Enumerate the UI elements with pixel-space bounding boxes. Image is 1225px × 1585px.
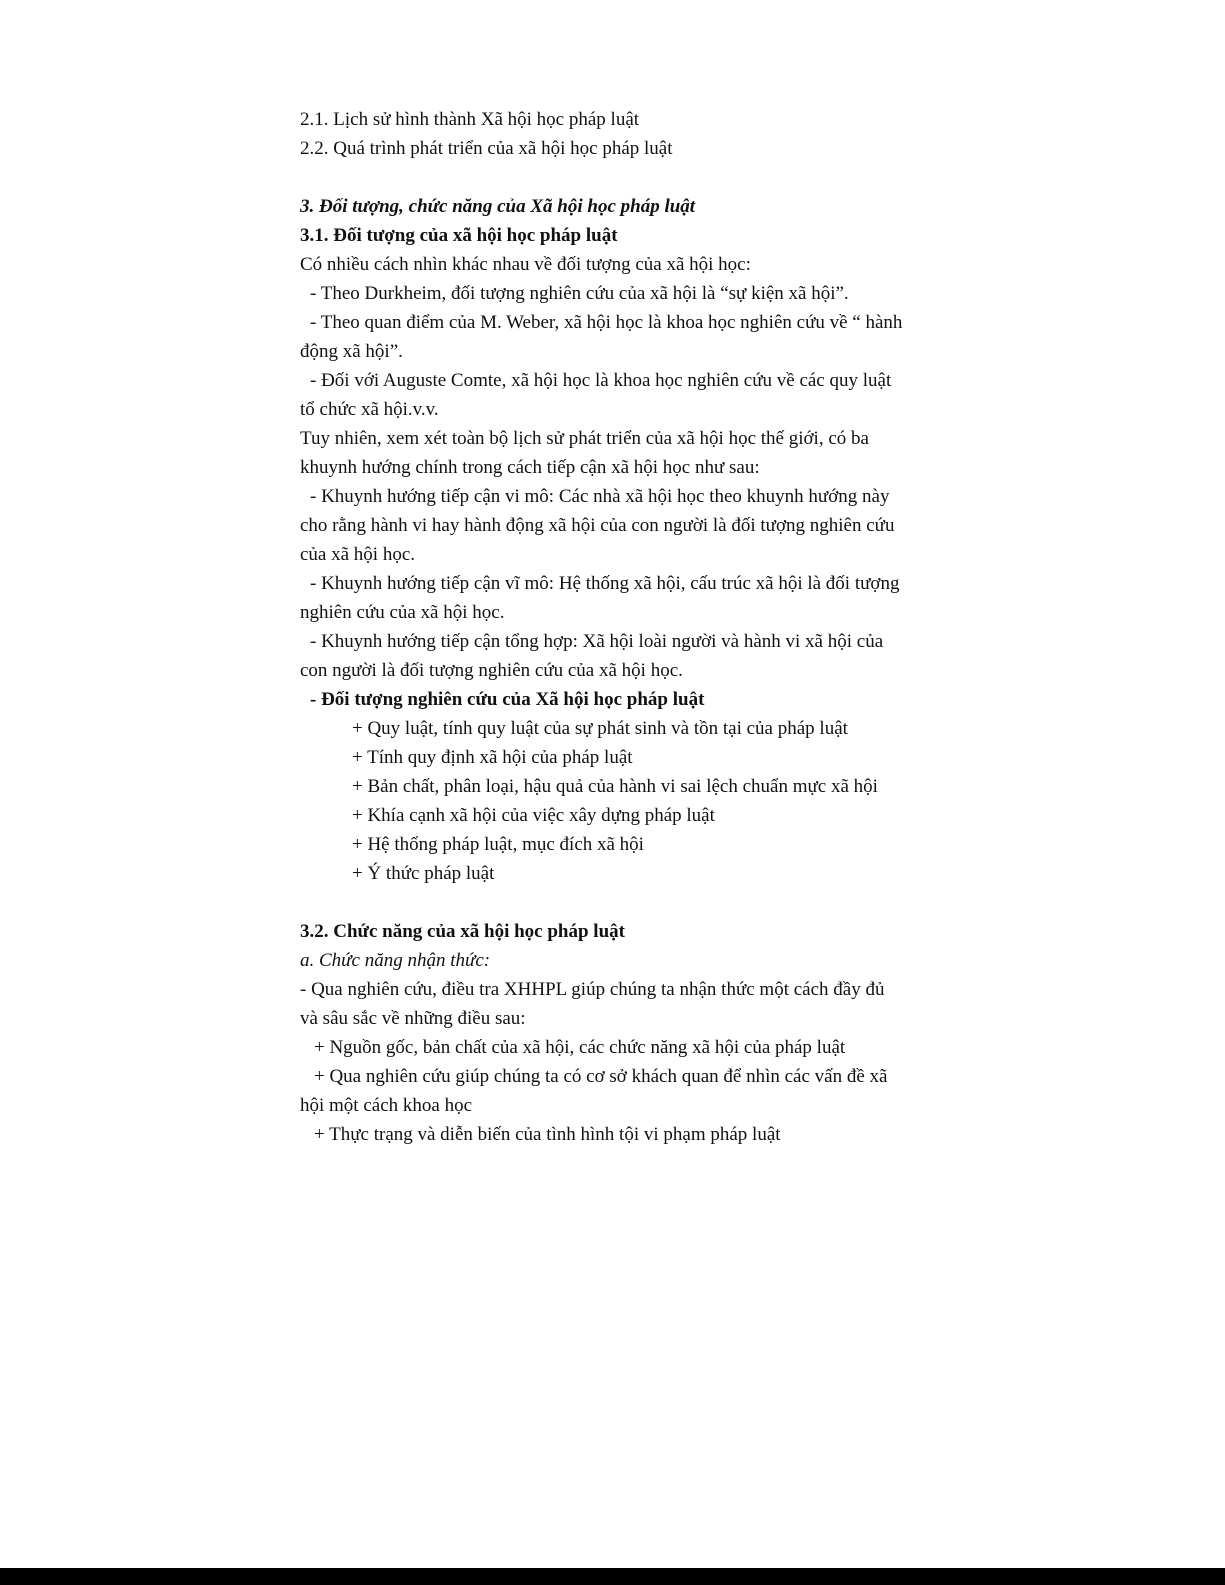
spacer [300,163,925,192]
list-item: + Khía cạnh xã hội của việc xây dựng pháp luật [352,805,715,826]
subsection-3-2-heading: 3.2. Chức năng của xã hội học pháp luật [300,921,625,942]
function-a-heading: a. Chức năng nhận thức: [300,950,491,971]
paragraph-line: Tuy nhiên, xem xét toàn bộ lịch sử phát triển của xã hội học thế giới, có ba [300,428,869,449]
page-bottom-border [0,1568,1225,1585]
paragraph-line: động xã hội”. [300,341,403,362]
paragraph-line: và sâu sắc về những điều sau: [300,1008,526,1029]
subsection-3-1-heading: 3.1. Đối tượng của xã hội học pháp luật [300,225,618,246]
list-item: + Bản chất, phân loại, hậu quả của hành vi sai lệch chuẩn mực xã hội [352,776,878,797]
subsection-2-1: 2.1. Lịch sử hình thành Xã hội học pháp luật [300,109,640,130]
paragraph-line: nghiên cứu của xã hội học. [300,602,505,623]
list-item: + Tính quy định xã hội của pháp luật [352,747,633,768]
paragraph-line: Có nhiều cách nhìn khác nhau về đối tượng của xã hội học: [300,254,751,275]
subsection-2-2: 2.2. Quá trình phát triển của xã hội học pháp luật [300,138,673,159]
bullet-durkheim: - Theo Durkheim, đối tượng nghiên cứu của xã hội là “sự kiện xã hội”. [310,283,849,304]
paragraph-line: của xã hội học. [300,544,416,565]
spacer [300,888,925,917]
list-item: + Quy luật, tính quy luật của sự phát sinh và tồn tại của pháp luật [352,718,848,739]
list-item: + Qua nghiên cứu giúp chúng ta có cơ sở khách quan để nhìn các vấn đề xã [314,1066,888,1087]
paragraph-line: - Qua nghiên cứu, điều tra XHHPL giúp chúng ta nhận thức một cách đầy đủ [300,979,885,1000]
bullet-research-object: - Đối tượng nghiên cứu của Xã hội học pháp luật [310,689,705,710]
paragraph-line: tổ chức xã hội.v.v. [300,399,439,420]
list-item: + Ý thức pháp luật [352,863,495,884]
list-item: + Nguồn gốc, bản chất của xã hội, các chức năng xã hội của pháp luật [314,1037,846,1058]
paragraph-line: cho rằng hành vi hay hành động xã hội của con người là đối tượng nghiên cứu [300,515,895,536]
bullet-synthesis: - Khuynh hướng tiếp cận tổng hợp: Xã hội loài người và hành vi xã hội của [310,631,884,652]
paragraph-line: hội một cách khoa học [300,1095,473,1116]
bullet-comte: - Đối với Auguste Comte, xã hội học là khoa học nghiên cứu về các quy luật [310,370,892,391]
section-3-heading: 3. Đối tượng, chức năng của Xã hội học pháp luật [300,196,696,217]
bullet-macro: - Khuynh hướng tiếp cận vĩ mô: Hệ thống xã hội, cấu trúc xã hội là đối tượng [310,573,900,594]
paragraph-line: khuynh hướng chính trong cách tiếp cận xã hội học như sau: [300,457,760,478]
paragraph-line: con người là đối tượng nghiên cứu của xã hội học. [300,660,683,681]
bullet-micro: - Khuynh hướng tiếp cận vi mô: Các nhà xã hội học theo khuynh hướng này [310,486,890,507]
list-item: + Thực trạng và diễn biến của tình hình tội vi phạm pháp luật [314,1124,781,1145]
document-body [300,105,925,1149]
bullet-weber: - Theo quan điểm của M. Weber, xã hội học là khoa học nghiên cứu về “ hành [310,312,903,333]
list-item: + Hệ thống pháp luật, mục đích xã hội [352,834,644,855]
